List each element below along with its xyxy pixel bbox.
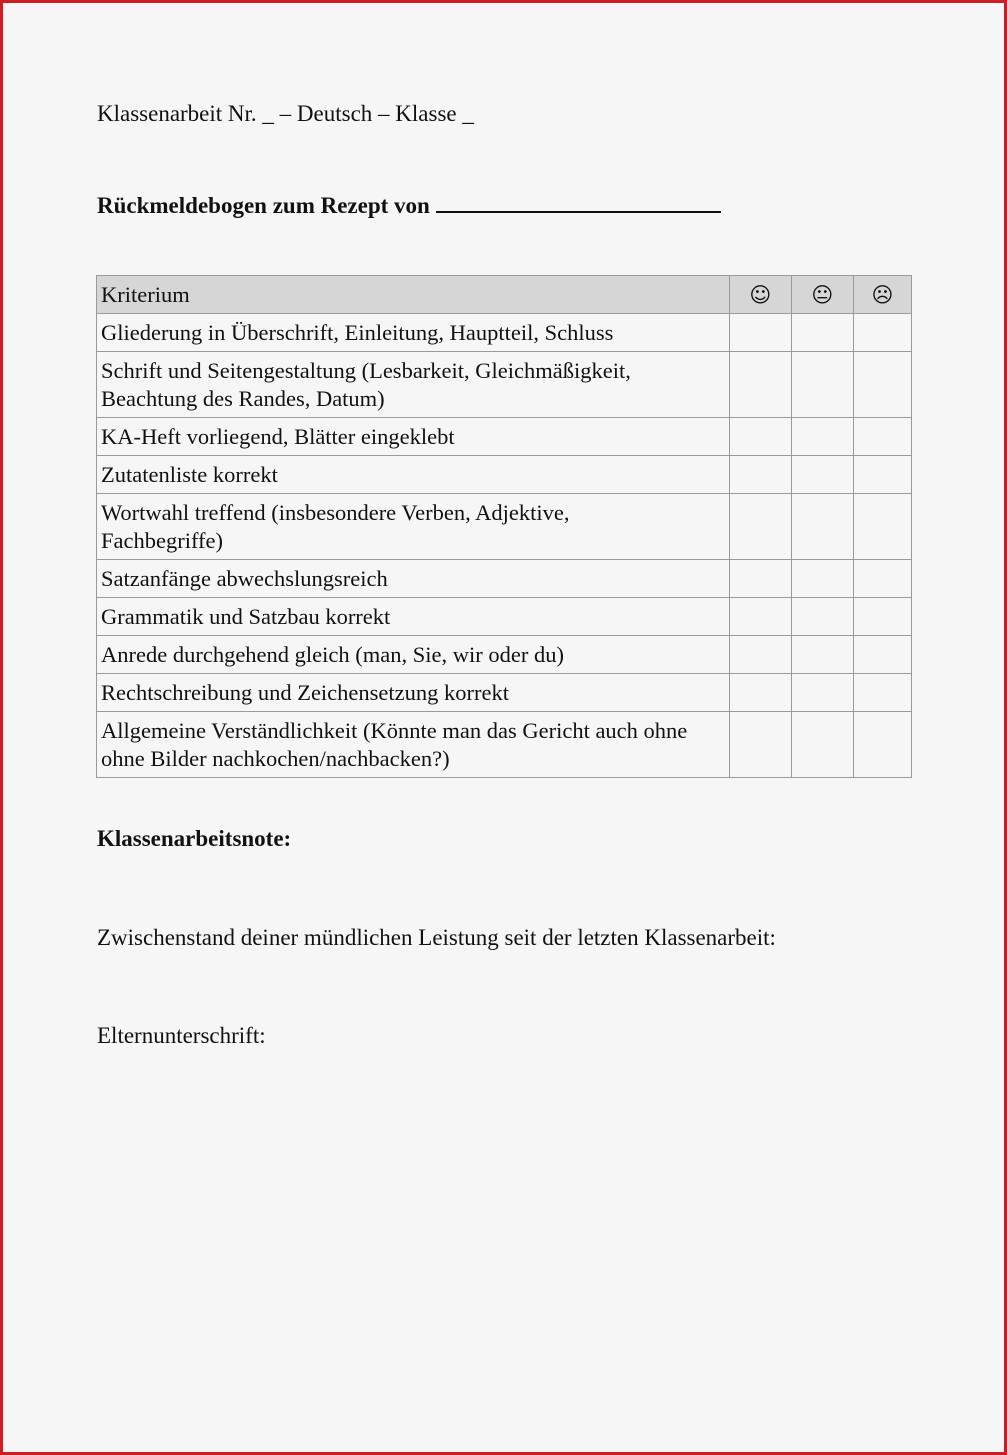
rating-cell-happy (729, 674, 791, 712)
name-blank-line (436, 191, 721, 213)
smiley-happy-icon: ☺ (749, 283, 772, 307)
criterion-text: Satzanfänge abwechslungsreich (101, 566, 388, 591)
rating-cell-neutral (791, 314, 853, 352)
table-row (97, 560, 912, 598)
criterion-text: Allgemeine Verständlichkeit (Könnte man das Gericht auch ohne (101, 718, 688, 743)
criterion-text-continued: Beachtung des Randes, Datum) (101, 386, 385, 411)
worksheet-title: Klassenarbeit Nr. _ – Deutsch – Klasse _ (97, 101, 474, 126)
rating-cell-neutral (791, 674, 853, 712)
criterion-text: KA-Heft vorliegend, Blätter eingeklebt (101, 424, 455, 449)
table-row (97, 314, 912, 352)
rating-cell-sad (853, 712, 911, 778)
parent-signature-label: Elternunterschrift: (97, 1023, 266, 1048)
rating-cell-neutral (791, 712, 853, 778)
criterion-cell (97, 456, 730, 494)
subtitle-text: Rückmeldebogen zum Rezept von (97, 193, 430, 218)
table-row (97, 352, 912, 418)
rating-cell-happy (729, 636, 791, 674)
rating-cell-sad (853, 494, 911, 560)
rating-cell-happy (729, 712, 791, 778)
rating-cell-neutral (791, 352, 853, 418)
rating-cell-sad (853, 352, 911, 418)
rating-cell-happy (729, 314, 791, 352)
smiley-neutral-icon: 😐 (811, 283, 834, 307)
criterion-text-continued: ohne Bilder nachkochen/nachbacken?) (101, 746, 450, 771)
rating-cell-happy (729, 560, 791, 598)
rating-cell-sad (853, 418, 911, 456)
oral-performance-label: Zwischenstand deiner mündlichen Leistung seit der letzten Klassenarbeit: (97, 925, 776, 950)
table-header-row (97, 276, 912, 314)
criterion-cell (97, 712, 730, 778)
criteria-table-body (97, 314, 912, 778)
rating-cell-neutral (791, 560, 853, 598)
criterion-text: Wortwahl treffend (insbesondere Verben, Adjektive, (101, 500, 570, 525)
criterion-text: Grammatik und Satzbau korrekt (101, 604, 391, 629)
criterion-cell (97, 494, 730, 560)
rating-cell-neutral (791, 598, 853, 636)
criterion-text: Anrede durchgehend gleich (man, Sie, wir oder du) (101, 642, 564, 667)
criterion-text: Schrift und Seitengestaltung (Lesbarkeit, Gleichmäßigkeit, (101, 358, 631, 383)
criterion-text: Gliederung in Überschrift, Einleitung, Hauptteil, Schluss (101, 320, 614, 345)
rating-cell-happy (729, 456, 791, 494)
criterion-text: Rechtschreibung und Zeichensetzung korrekt (101, 680, 509, 705)
criterion-text: Zutatenliste korrekt (101, 462, 278, 487)
criterion-text-continued: Fachbegriffe) (101, 528, 224, 553)
rating-cell-happy (729, 352, 791, 418)
table-row (97, 636, 912, 674)
table-row (97, 418, 912, 456)
criterion-cell (97, 636, 730, 674)
criterion-cell (97, 314, 730, 352)
criterion-cell (97, 352, 730, 418)
table-row (97, 712, 912, 778)
rating-cell-sad (853, 560, 911, 598)
rating-cell-sad (853, 456, 911, 494)
rating-cell-neutral (791, 636, 853, 674)
criterion-column-header: Kriterium (97, 276, 730, 314)
rating-cell-happy (729, 494, 791, 560)
rating-cell-neutral (791, 494, 853, 560)
rating-cell-neutral (791, 456, 853, 494)
rating-cell-sad (853, 636, 911, 674)
rating-cell-sad (853, 314, 911, 352)
rating-cell-sad (853, 598, 911, 636)
smiley-sad-icon: ☹ (871, 283, 894, 307)
criterion-cell (97, 598, 730, 636)
rating-cell-neutral (791, 418, 853, 456)
rating-cell-happy (729, 598, 791, 636)
rating-cell-happy (729, 418, 791, 456)
table-row (97, 598, 912, 636)
criterion-cell (97, 560, 730, 598)
criterion-cell (97, 418, 730, 456)
worksheet-subtitle (97, 191, 721, 220)
criteria-table (96, 275, 912, 778)
criterion-cell (97, 674, 730, 712)
rating-cell-sad (853, 674, 911, 712)
grade-label: Klassenarbeitsnote: (97, 826, 292, 851)
table-row (97, 456, 912, 494)
table-row (97, 494, 912, 560)
table-row (97, 674, 912, 712)
